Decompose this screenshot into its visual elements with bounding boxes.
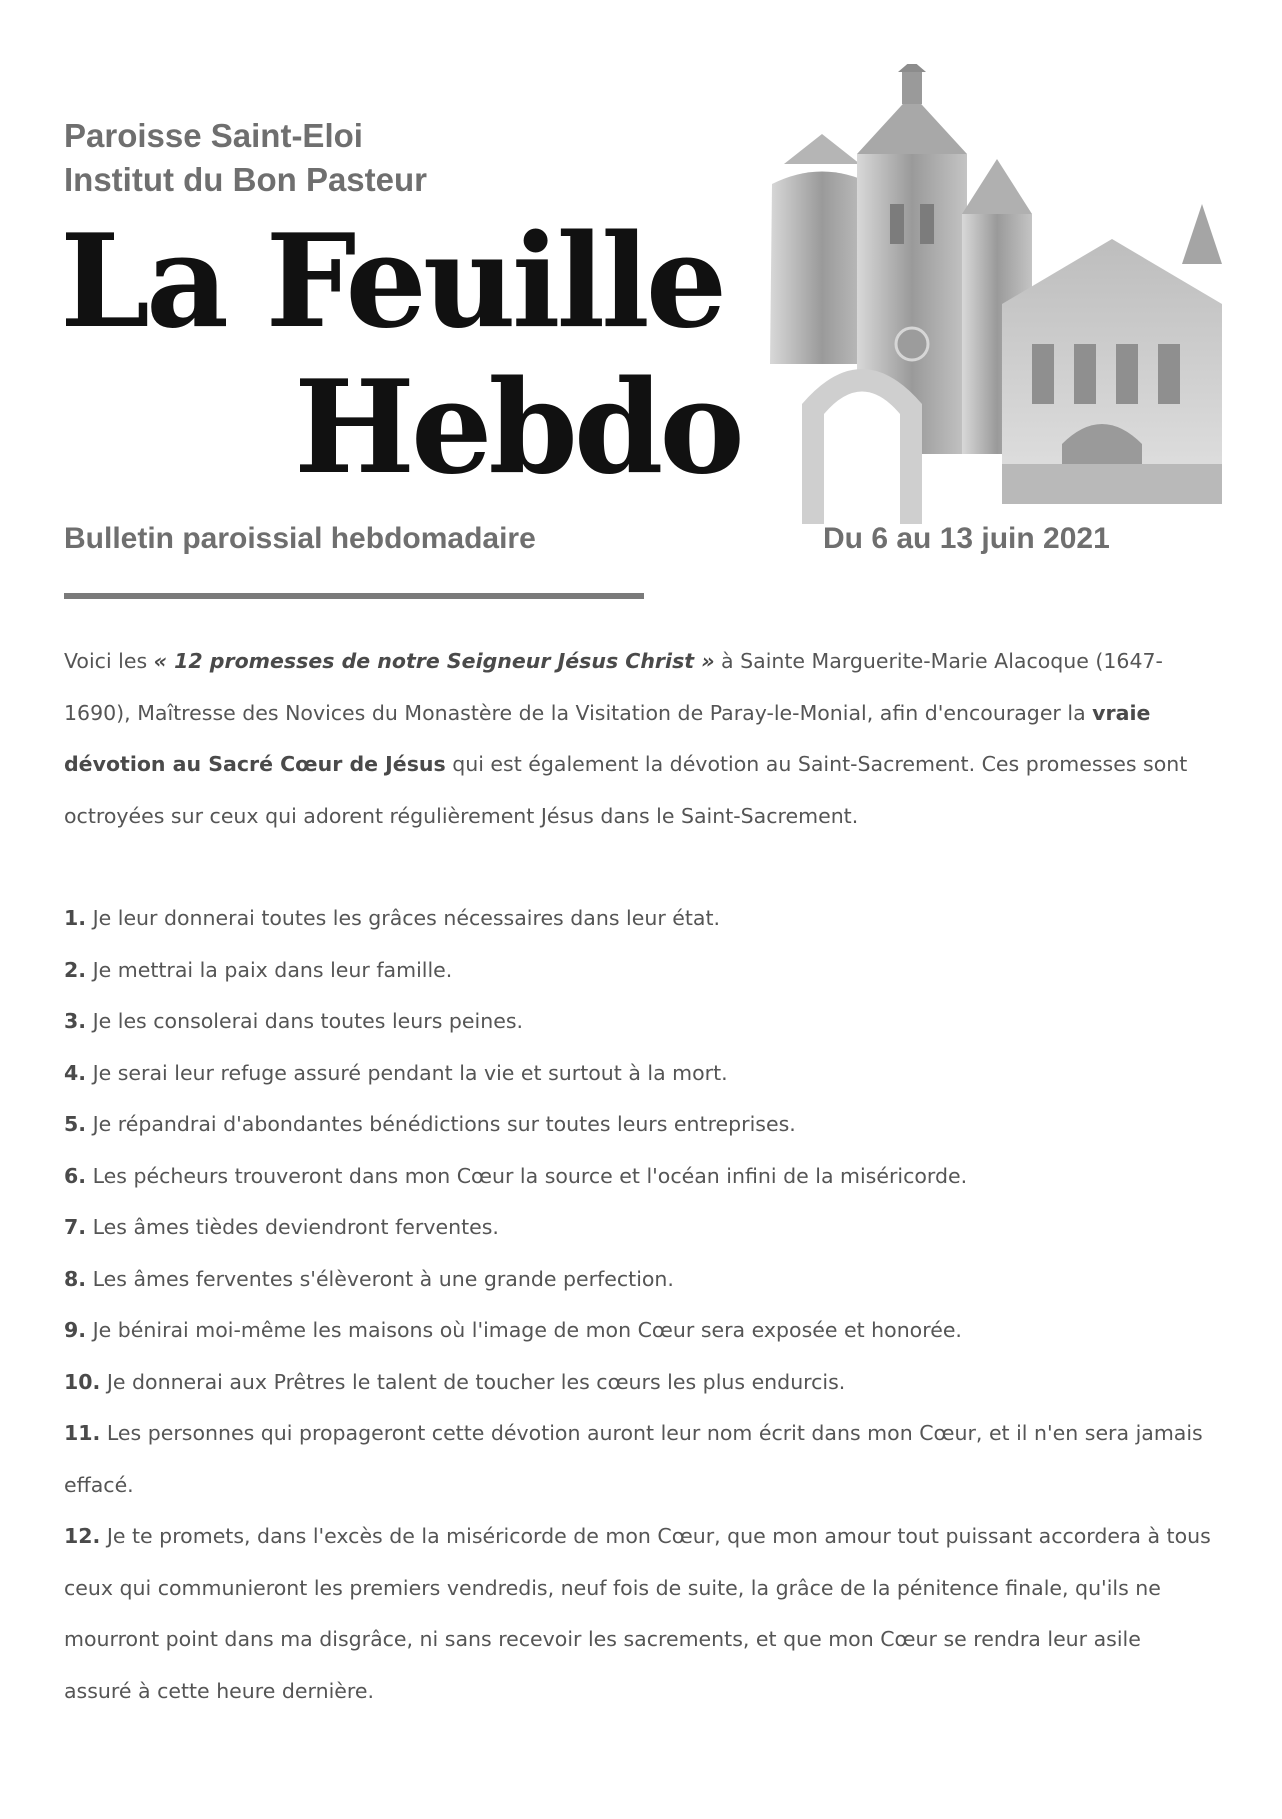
promise-text: Les âmes ferventes s'élèveront à une grande perfection. xyxy=(86,1266,674,1291)
promise-text: Je mettrai la paix dans leur famille. xyxy=(86,957,453,982)
date-range: Du 6 au 13 juin 2021 xyxy=(823,522,1110,555)
intro-emphasis: vraie dévotion au Sacré Cœur de Jésus xyxy=(64,700,1151,776)
promise-number: 7. xyxy=(64,1215,87,1239)
list-item xyxy=(64,1099,1214,1151)
list-item xyxy=(64,1305,1214,1357)
list-item xyxy=(64,1202,1214,1254)
promise-text: Les personnes qui propageront cette dévotion auront leur nom écrit dans mon Cœur, et il n'en sera jamais effacé. xyxy=(64,1421,1203,1497)
promise-text: Les pécheurs trouveront dans mon Cœur la source et l'océan infini de la miséricorde. xyxy=(86,1163,968,1188)
promise-text: Je te promets, dans l'excès de la miséricorde de mon Cœur, que mon amour tout puissant accordera à tous ceux qui communieront les premiers vendredis, neuf fois de suite, la grâce de la pénitence finale, qu'ils ne mourront point dans ma disgrâce, ni sans recevoir les sacrements, et que mon Cœur se rendra leur asile assuré à cette heure dernière. xyxy=(64,1524,1211,1703)
list-item xyxy=(64,996,1214,1048)
church-tower-illustration-icon xyxy=(762,64,1232,524)
list-item xyxy=(64,1048,1214,1100)
promise-number: 9. xyxy=(64,1318,87,1342)
list-item xyxy=(64,1511,1214,1717)
promise-number: 10. xyxy=(64,1369,101,1394)
list-item xyxy=(64,1254,1214,1306)
promise-number: 12. xyxy=(64,1524,101,1548)
promise-number: 4. xyxy=(64,1060,87,1085)
promise-text: Je bénirai moi-même les maisons où l'image de mon Cœur sera exposée et honorée. xyxy=(86,1318,962,1342)
promise-text: Je leur donnerai toutes les grâces nécessaires dans leur état. xyxy=(86,906,721,930)
organization-header xyxy=(64,114,427,202)
promise-number: 5. xyxy=(64,1112,87,1136)
list-item xyxy=(64,1357,1214,1409)
intro-paragraph xyxy=(64,636,1214,842)
list-item xyxy=(64,1408,1214,1511)
promise-number: 11. xyxy=(64,1421,101,1445)
intro-text-3: qui est également la dévotion au Saint-Sacrement. Ces promesses sont octroyées sur ceux qui adorent régulièrement Jésus dans le Saint-Sacrement. xyxy=(64,752,1188,828)
promise-number: 8. xyxy=(64,1266,87,1291)
title-line-1: La Feuille xyxy=(60,207,724,357)
list-item xyxy=(64,945,1214,997)
promises-list xyxy=(64,893,1214,1717)
intro-text-2: à Sainte Marguerite-Marie Alacoque (1647-1690), Maîtresse des Novices du Monastère de la Visitation de Paray-le-Monial, afin d'encourager la xyxy=(64,649,1163,725)
parish-name: Paroisse Saint-Eloi xyxy=(64,117,363,154)
promise-number: 3. xyxy=(64,1009,87,1033)
title-line-2: Hebdo xyxy=(294,353,741,503)
header-divider xyxy=(64,593,644,599)
list-item xyxy=(64,1151,1214,1203)
main-content xyxy=(64,636,1214,1717)
promise-number: 6. xyxy=(64,1163,87,1188)
promise-text: Les âmes tièdes deviendront ferventes. xyxy=(86,1215,499,1239)
intro-text-1: Voici les xyxy=(64,649,154,673)
promise-text: Je les consolerai dans toutes leurs peines. xyxy=(86,1009,524,1033)
promise-number: 1. xyxy=(64,906,87,930)
promise-text: Je serai leur refuge assuré pendant la vie et surtout à la mort. xyxy=(86,1060,728,1085)
promise-text: Je donnerai aux Prêtres le talent de toucher les cœurs les plus endurcis. xyxy=(100,1369,846,1394)
promise-number: 2. xyxy=(64,957,87,982)
institute-name: Institut du Bon Pasteur xyxy=(64,161,427,198)
promise-text: Je répandrai d'abondantes bénédictions sur toutes leurs entreprises. xyxy=(86,1112,796,1136)
intro-quote: « 12 promesses de notre Seigneur Jésus Christ » xyxy=(153,649,715,673)
list-item xyxy=(64,893,1214,945)
bulletin-subtitle: Bulletin paroissial hebdomadaire xyxy=(64,522,536,555)
